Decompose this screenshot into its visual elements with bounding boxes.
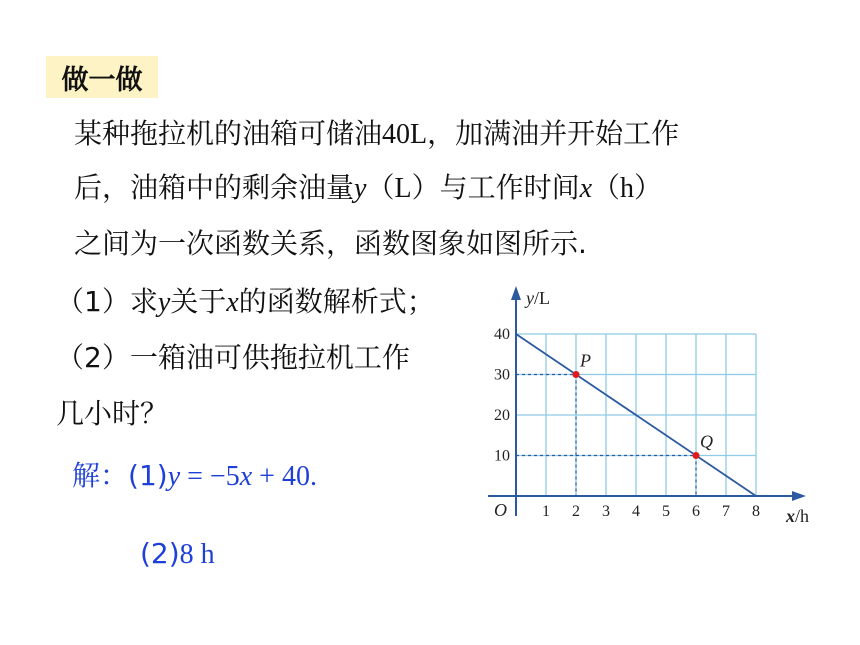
y-tick-label: 30 [494,366,510,384]
activity-tag: 做一做 [46,56,158,98]
y-axis-unit: /L [534,288,550,308]
answer-label: 解： [72,459,129,492]
problem-text: 后，油箱中的剩余油量 [74,171,355,204]
problem-text: ，加满油并开始工作 [427,117,680,150]
function-graph [470,282,830,532]
x-tick-label: 4 [632,503,640,520]
y-tick-label: 20 [494,407,510,424]
var-x: x [239,461,253,492]
problem-text: 某种拖拉机的油箱可储油 [74,117,383,150]
x-tick-label: 3 [602,503,610,520]
problem-line-2 [74,168,662,209]
capacity-value: 40L [382,119,428,150]
x-tick-label: 6 [692,503,700,520]
y-tick-label: 40 [494,326,510,343]
question-2-cont: 几小时？ [56,397,169,430]
x-axis-var: x [786,506,795,526]
point-Q [693,452,700,459]
x-tick-label: 5 [662,503,670,520]
paren: ） [634,171,663,204]
answer-expr: = −5 [180,461,240,492]
point-P [573,371,580,378]
answer-1 [72,456,317,497]
y-axis-var: y [526,288,534,308]
origin-label: O [494,500,507,520]
x-tick-label: 7 [722,503,730,520]
y-tick-label: 10 [494,447,510,465]
y-axis-arrow [511,286,521,300]
paren: （ [592,171,621,204]
question-text: 的函数解析式； [238,285,435,318]
problem-text: ）与工作时间 [411,171,580,204]
x-axis-arrow [792,491,806,501]
question-1 [56,282,435,323]
point-label-Q: Q [700,431,713,452]
var-x: x [226,287,239,318]
question-text: 关于 [170,285,227,318]
var-x: x [579,173,593,204]
answer-value: 8 h [179,539,215,570]
question-2: （2）一箱油可供拖拉机工作 [56,341,410,374]
var-y: y [157,287,171,318]
answer-expr: + 40. [252,461,317,492]
x-tick-label: 1 [542,503,550,520]
paren: （ [366,171,395,204]
x-axis-label [785,506,809,526]
x-axis-unit: /h [795,506,810,526]
unit-L: L [394,173,412,204]
var-y: y [167,461,181,492]
problem-line-1 [74,114,679,155]
question-text: （1）求 [56,285,158,318]
x-tick-label: 2 [572,503,580,520]
answer-2 [140,534,215,575]
problem-line-3: 之间为一次函数关系，函数图象如图所示. [74,227,587,260]
y-axis-label [524,288,550,308]
var-y: y [354,173,367,204]
x-tick-label: 8 [752,503,760,520]
answer-index: (2) [140,537,180,570]
point-label-P: P [580,350,591,371]
answer-index: (1) [128,459,168,492]
unit-h: h [620,173,635,204]
